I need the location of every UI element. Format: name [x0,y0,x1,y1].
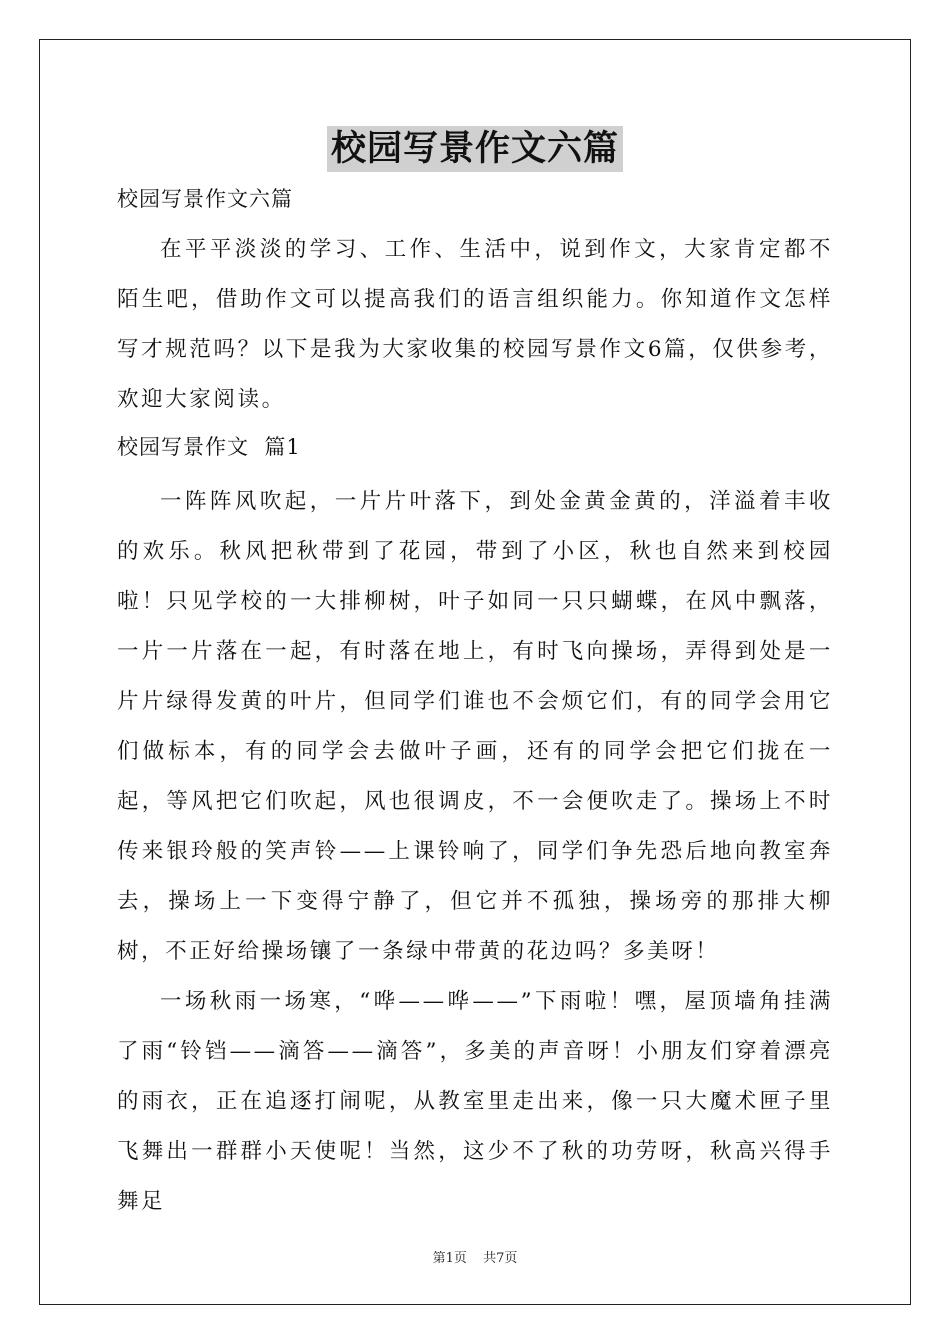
page-footer [0,1247,950,1266]
intro-paragraph: 在平平淡淡的学习、工作、生活中，说到作文，大家肯定都不陌生吧，借助作文可以提高我们的语言组织能力。你知道作文怎样写才规范吗？以下是我为大家收集的校园写景作文6篇，仅供参考，欢迎大家阅读。 [117,237,833,412]
document-subtitle: 校园写景作文六篇 [117,187,293,211]
body-paragraph-1: 一阵阵风吹起，一片片叶落下，到处金黄金黄的，洋溢着丰收的欢乐。秋风把秋带到了花园，带到了小区，秋也自然来到校园啦！只见学校的一大排柳树，叶子如同一只只蝴蝶，在风中飘落，一片一片落在一起，有时落在地上，有时飞向操场，弄得到处是一片片绿得发黄的叶片，但同学们谁也不会烦它们，有的同学会用它们做标本，有的同学会去做叶子画，还有的同学会把它们拢在一起，等风把它们吹起，风也很调皮，不一会便吹走了。操场上不时传来银玲般的笑声铃——上课铃响了，同学们争先恐后地向教室奔去，操场上一下变得宁静了，但它并不孤独，操场旁的那排大柳树，不正好给操场镶了一条绿中带黄的花边吗？多美呀！ [117,489,833,964]
page-number: 第1页 [432,1251,467,1266]
section-heading: 校园写景作文 篇1 [117,435,301,459]
title-container [0,126,950,172]
document-title: 校园写景作文六篇 [327,126,623,172]
page-total: 共7页 [483,1251,518,1266]
document-body [117,179,833,1227]
body-paragraph-2: 一场秋雨一场寒，“哗——哗——”下雨啦！嘿，屋顶墙角挂满了雨“铃铛——滴答——滴答”，多美的声音呀！小朋友们穿着漂亮的雨衣，正在追逐打闹呢，从教室里走出来，像一只大魔术匣子里飞舞出一群群小天使呢！当然，这少不了秋的功劳呀，秋高兴得手舞足 [117,989,833,1214]
